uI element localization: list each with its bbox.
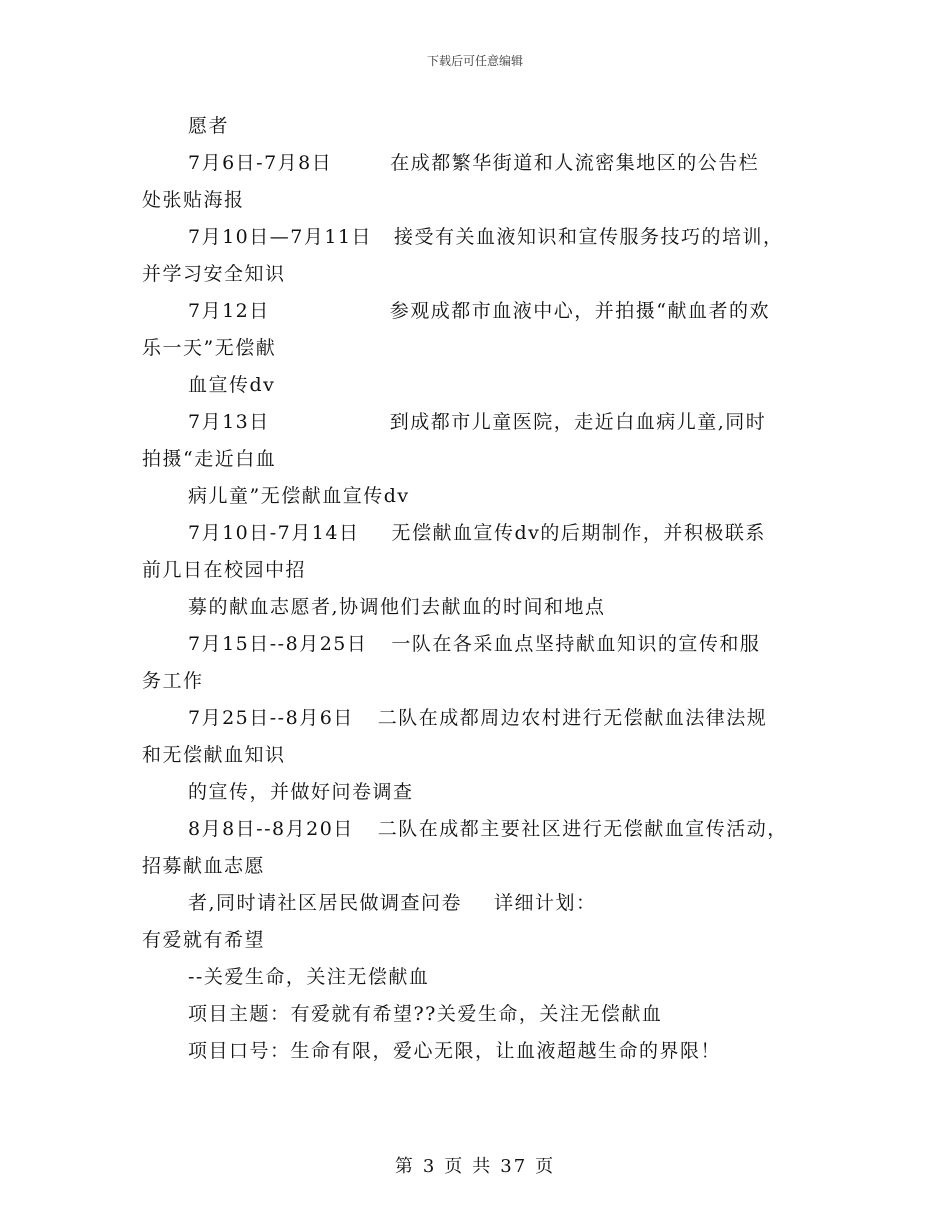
page-header-note: 下载后可任意编辑: [426, 54, 523, 68]
project-slogan: 项目口号：生命有限，爱心无限，让血液超越生命的界限！: [188, 1040, 722, 1062]
schedule-line: [142, 700, 822, 737]
schedule-desc: 到成都市儿童医院，走近白血病儿童,同时: [389, 411, 767, 433]
total-pages: 37: [500, 1156, 528, 1177]
schedule-line: [142, 404, 822, 441]
text-line: 处张贴海报: [142, 189, 245, 211]
schedule-desc: 二队在成都主要社区进行无偿献血宣传活动，: [377, 818, 788, 840]
schedule-date: 7月10日-7月14日: [188, 522, 360, 544]
schedule-line: [142, 219, 822, 256]
text-line: 并学习安全知识: [142, 263, 286, 285]
text-line: 募的献血志愿者,协调他们去献血的时间和地点: [188, 596, 606, 618]
page-number: 3: [422, 1156, 437, 1177]
schedule-desc: 二队在成都周边农村进行无偿献血法律法规: [377, 707, 768, 729]
schedule-date: 7月13日: [188, 411, 270, 433]
schedule-desc: 无偿献血宣传dv的后期制作，并积极联系: [391, 522, 766, 544]
page-footer: 第 3 页 共 37 页: [394, 1156, 556, 1177]
text-line: 血宣传dv: [188, 374, 276, 396]
project-theme: 项目主题：有爱就有希望??关爱生命，关注无偿献血: [188, 1003, 663, 1025]
schedule-desc: 参观成都市血液中心，并拍摄“献血者的欢: [389, 300, 770, 322]
schedule-date: 7月12日: [188, 300, 270, 322]
schedule-desc: 接受有关血液知识和宣传服务技巧的培训，: [394, 226, 784, 248]
schedule-date: 7月10日—7月11日: [188, 226, 373, 248]
detailed-plan-label: 详细计划：: [494, 892, 597, 914]
schedule-date: 8月8日--8月20日: [188, 818, 354, 840]
schedule-line: [142, 293, 822, 330]
document-body: [142, 108, 822, 1070]
schedule-line: [142, 515, 822, 552]
schedule-desc: 在成都繁华街道和人流密集地区的公告栏: [390, 152, 760, 174]
schedule-line: [142, 145, 822, 182]
schedule-date: 7月25日--8月6日: [188, 707, 354, 729]
text-line: 前几日在校园中招: [142, 559, 307, 581]
text-line: 病儿童”无偿献血宣传dv: [188, 485, 410, 507]
schedule-date: 7月15日--8月25日: [188, 633, 368, 655]
schedule-line: [142, 811, 822, 848]
text-line: 招募献血志愿: [142, 855, 266, 877]
schedule-desc: 一队在各采血点坚持献血知识的宣传和服: [391, 633, 761, 655]
text-line: 乐一天”无偿献: [142, 337, 277, 359]
schedule-date: 7月6日-7月8日: [188, 152, 333, 174]
text-line: 拍摄“走近白血: [142, 448, 277, 470]
project-title: 有爱就有希望: [142, 929, 266, 951]
text-line: 愿者: [188, 115, 230, 137]
text-line: 者,同时请社区居民做调查问卷 详细计划：: [188, 892, 597, 914]
project-subtitle: --关爱生命，关注无偿献血: [188, 966, 430, 988]
text-line: 和无偿献血知识: [142, 744, 286, 766]
text-line: 的宣传，并做好问卷调查: [188, 781, 414, 803]
text-line: 务工作: [142, 670, 204, 692]
schedule-line: [142, 626, 822, 663]
